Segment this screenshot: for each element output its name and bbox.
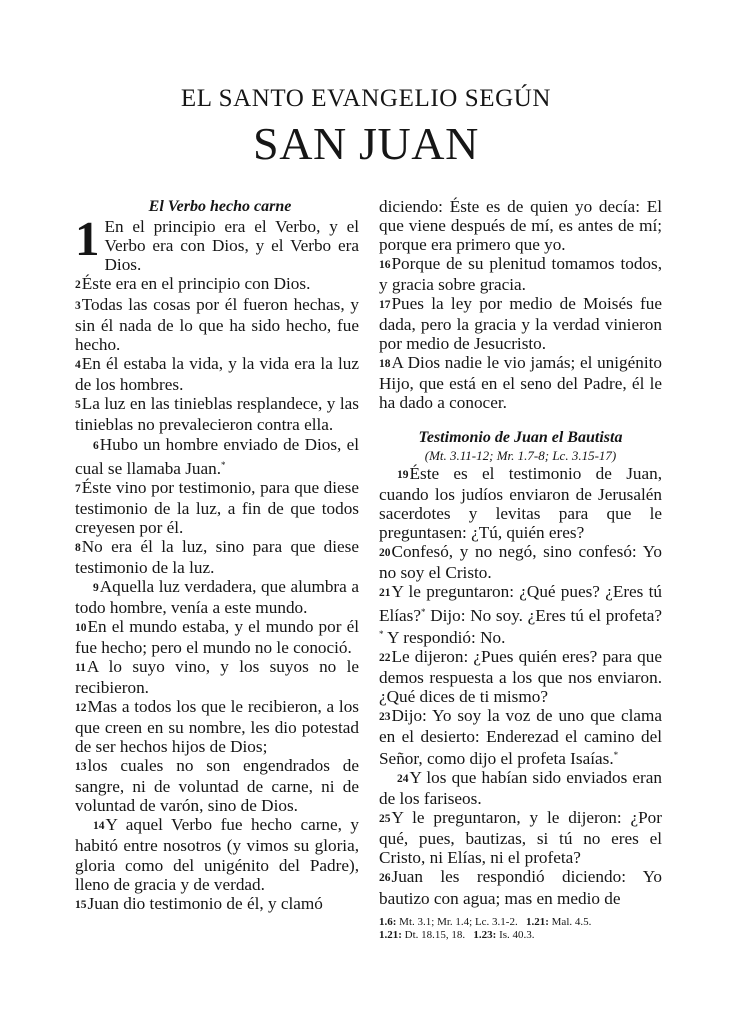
verse-1	[75, 211, 359, 275]
verse-18	[379, 353, 662, 412]
verse-text: Y le preguntaron, y le dijeron: ¿Por qué, pues, bautizas, si tú no eres el Cristo, ni Elías, ni el profeta?	[379, 808, 662, 868]
section-heading: Testimonio de Juan el Bautista	[418, 428, 623, 446]
verse-text: Juan les respondió diciendo: Yo bautizo con agua; mas en medio de	[379, 867, 662, 908]
verse-number: 12	[75, 702, 87, 715]
verse-2	[75, 274, 359, 295]
verse-26	[379, 867, 662, 907]
verse-number: 10	[75, 621, 87, 634]
verse-number: 22	[379, 651, 391, 664]
verse-number: 15	[75, 898, 87, 911]
verse-number: 20	[379, 546, 391, 559]
verse-number: 24	[397, 773, 409, 786]
verse-text: La luz en las tinieblas resplandece, y las tinieblas no prevalecieron contra ella.	[75, 394, 359, 435]
verse-text: No era él la luz, sino para que diese testimonio de la luz.	[75, 536, 359, 577]
parallel-passages: (Mt. 3.11-12; Mr. 1.7-8; Lc. 3.15-17)	[424, 447, 617, 463]
verse-number: 6	[93, 439, 99, 452]
verse-text: A Dios nadie le vio jamás; el unigénito Hijo, que está en el seno del Padre, él le ha dado a conocer.	[379, 353, 662, 413]
footnotes	[379, 916, 662, 942]
verse-number: 11	[75, 662, 86, 675]
verse-15-continued: diciendo: Éste es de quien yo decía: El que viene después de mí, es antes de mí; porque era primero que yo.	[379, 197, 662, 255]
footnote-text: Mal. 4.5.	[548, 915, 592, 928]
verse-number: 26	[379, 872, 391, 885]
verse-11	[75, 657, 359, 697]
verse-text: Juan dio testimonio de él, y clamó	[87, 893, 323, 913]
footnote-marker: *	[379, 628, 384, 639]
verse-15	[75, 894, 359, 915]
footnote-text: Is. 40.3.	[496, 928, 535, 941]
verse-12	[75, 697, 359, 756]
footnote-text: Mt. 3.1; Mr. 1.4; Lc. 3.1-2.	[396, 915, 518, 928]
verse-text: En el principio era el Verbo, y el Verbo era con Dios, y el Verbo era Dios.	[104, 217, 359, 275]
verse-text: Porque de su plenitud tomamos todos, y gracia sobre gracia.	[379, 254, 662, 295]
right-column	[379, 197, 662, 942]
footnote-marker: *	[221, 459, 226, 470]
footnote-line	[379, 929, 662, 942]
verse-6	[75, 435, 359, 478]
verse-text: Mas a todos los que le recibieron, a los que creen en su nombre, les dio potestad de ser hechos hijos de Dios;	[75, 697, 359, 757]
verse-number: 14	[93, 820, 105, 833]
verse-text: Éste vino por testimonio, para que diese testimonio de la luz, a fin de que todos creyesen por él.	[75, 477, 359, 537]
left-column	[75, 197, 359, 915]
verse-text: los cuales no son engendrados de sangre, ni de voluntad de carne, ni de voluntad de varón, sino de Dios.	[75, 756, 359, 816]
verse-text: Y aquel Verbo fue hecho carne, y habitó entre nosotros (y vimos su gloria, gloria como del unigénito del Padre), lleno de gracia y de verdad.	[75, 815, 359, 894]
verse-14	[75, 815, 359, 893]
footnote-ref: 1.6:	[379, 915, 397, 928]
chapter-number: 1	[75, 211, 100, 266]
verse-number: 4	[75, 359, 81, 372]
section-heading: El Verbo hecho carne	[148, 198, 292, 215]
verse-number: 13	[75, 761, 87, 774]
verse-text: A lo suyo vino, y los suyos no le recibieron.	[75, 657, 359, 698]
verse-text: Éste era en el principio con Dios.	[81, 274, 311, 294]
verse-3	[75, 295, 359, 354]
book-super-title: EL SANTO EVANGELIO SEGÚN	[180, 85, 552, 112]
verse-number: 23	[379, 711, 391, 724]
book-title-block	[0, 84, 732, 170]
verse-4	[75, 354, 359, 394]
verse-number: 2	[75, 279, 81, 292]
footnote-marker: *	[421, 606, 426, 617]
footnote-ref: 1.21:	[379, 928, 402, 941]
verse-22	[379, 647, 662, 706]
verse-text: En el mundo estaba, y el mundo por él fue hecho; pero el mundo no le conoció.	[75, 616, 359, 657]
verse-text: Y respondió: No.	[383, 627, 506, 647]
verse-number: 3	[75, 300, 81, 313]
verse-text: Y le preguntaron: ¿Qué pues? ¿Eres tú Elías?	[379, 581, 662, 625]
verse-number: 21	[379, 586, 391, 599]
book-main-title: SAN JUAN	[253, 118, 479, 169]
verse-number: 19	[397, 468, 409, 481]
verse-17	[379, 294, 662, 353]
verse-number: 7	[75, 482, 81, 495]
verse-text: Dijo: No soy. ¿Eres tú el profeta?	[425, 605, 662, 625]
verse-number: 16	[379, 259, 391, 272]
verse-number: 18	[379, 358, 391, 371]
footnote-marker: *	[613, 750, 619, 761]
verse-8	[75, 537, 359, 577]
verse-number: 25	[379, 813, 391, 826]
verse-text: Aquella luz verdadera, que alumbra a todo hombre, venía a este mundo.	[75, 576, 359, 617]
verse-text: Hubo un hombre enviado de Dios, el cual se llamaba Juan.	[75, 434, 359, 478]
verse-text: Le dijeron: ¿Pues quién eres? para que demos respuesta a los que nos enviaron. ¿Qué dices de ti mismo?	[379, 646, 662, 707]
verse-13	[75, 756, 359, 815]
verse-text: Éste es el testimonio de Juan, cuando los judíos enviaron de Jerusalén sacerdotes y levitas para que le preguntasen: ¿Tú, quién eres?	[379, 463, 662, 542]
footnote-ref: 1.23:	[473, 928, 497, 941]
verse-5	[75, 394, 359, 434]
verse-number: 9	[93, 581, 99, 594]
verse-24	[379, 768, 662, 808]
verse-number: 17	[379, 299, 391, 312]
verse-23	[379, 706, 662, 768]
verse-text: En él estaba la vida, y la vida era la luz de los hombres.	[75, 354, 359, 395]
verse-19	[379, 464, 662, 542]
verse-text: Dijo: Yo soy la voz de uno que clama en el desierto: Enderezad el camino del Señor, como dijo el profeta Isaías.	[379, 706, 662, 769]
verse-text: Todas las cosas por él fueron hechas, y sin él nada de lo que ha sido hecho, fue hecho.	[75, 295, 359, 355]
verse-number: 8	[75, 541, 81, 554]
verse-21	[379, 582, 662, 647]
footnote-line	[379, 916, 662, 929]
verse-text: Confesó, y no negó, sino confesó: Yo no soy el Cristo.	[379, 541, 662, 582]
verse-number: 5	[75, 399, 81, 412]
footnote-ref: 1.21:	[525, 915, 549, 928]
verse-text: Y los que habían sido enviados eran de los fariseos.	[379, 768, 662, 809]
verse-25	[379, 808, 662, 867]
verse-10	[75, 617, 359, 657]
footnote-text: Dt. 18.15, 18.	[401, 928, 466, 941]
verse-text: Pues la ley por medio de Moisés fue dada, pero la gracia y la verdad vinieron por medio de Jesucristo.	[379, 294, 662, 354]
verse-7	[75, 478, 359, 537]
verse-9	[75, 577, 359, 617]
verse-16	[379, 254, 662, 294]
verse-20	[379, 542, 662, 582]
